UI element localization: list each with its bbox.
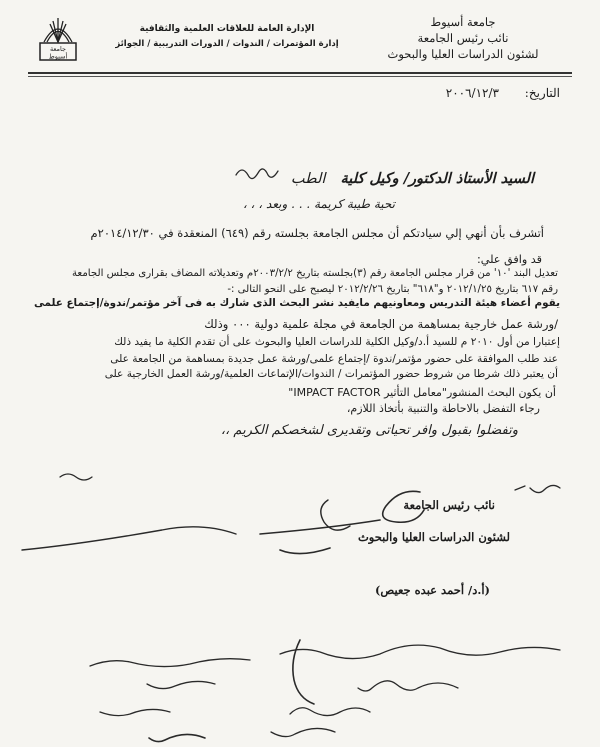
body-line-4: رقم ٦١٧ بتاريخ ٢٠١٢/١/٢٥ و"٦١٨" بتاريخ ٢٠١٢/٢/٢٦ ليصبح على النحو التالى :- [227, 284, 558, 295]
sector-name: لشئون الدراسات العليا والبحوث [387, 47, 539, 61]
body-line-2: قد وافق علي: [477, 253, 542, 266]
svg-text:جامعة: جامعة [49, 45, 67, 53]
body-line-8: عند طلب الموافقة على حضور مؤتمر/ندوة /إجتماع علمى/ورشة عمل جديدة بمساهمة من الجامعة على [110, 353, 558, 365]
signature-scribble-top [515, 485, 560, 492]
body-line-6: /ورشة عمل خارجية بمساهمة من الجامعة في مجلة علمية دولية ٠٠٠ وذلك [204, 317, 558, 331]
handwritten-note-left-4 [149, 734, 205, 741]
body-line-10: أن يكون البحث المنشور"معامل التأثير IMPACT FACTOR" [288, 386, 556, 399]
signature-main [260, 491, 424, 553]
handwritten-note-3 [290, 708, 370, 716]
date-label: التاريخ: [524, 86, 560, 100]
vice-president-title: نائب رئيس الجامعة [417, 31, 509, 45]
university-name: جامعة أسيوط [430, 15, 496, 29]
handwritten-note-left-1 [90, 659, 250, 667]
salutation-title: السيد الأستاذ الدكتور/ وكيل كلية [340, 170, 534, 187]
body-line-9: أن يعتبر ذلك شرطا من شروط حضور المؤتمرات / الندوات/الإتماعات العلمية/ورشة العمل الخارجية على [104, 368, 558, 380]
body-line-5: يقوم أعضاء هيئة التدريس ومعاونيهم مايفيد نشر البحث الذى شارك به فى آخر مؤتمر/ندوة/إجتماع علمى [34, 297, 560, 309]
salutation-recipient: الطب [290, 171, 326, 187]
signatory-title: نائب رئيس الجامعة [403, 498, 495, 512]
admin-line-1: الإدارة العامة للعلاقات العلمية والثقافية [139, 24, 315, 34]
admin-line-2: إدارة المؤتمرات / الندوات / الدورات التدريبية / الجوائز [115, 39, 339, 49]
date-value: ٢٠٠٦/١٢/٣ [445, 86, 499, 100]
body-line-7: إعتبارا من أول ٢٠١٠ م للسيد أ.د/وكيل الكلية للدراسات العليا والبحوث على أن تقدم الكلية ما يفيد ذلك [114, 336, 560, 348]
body-line-1: أتشرف بأن أنهي إلي سيادتكم أن مجلس الجامعة بجلسته رقم (٦٤٩) المنعقدة في ٢٠١٤/١٢/٣٠م [90, 226, 544, 240]
svg-text:أسيوط: أسيوط [48, 52, 68, 61]
handwritten-note-4 [271, 728, 335, 736]
handwritten-note-left-3 [100, 709, 170, 715]
greeting: تحية طيبة كريمة . . . وبعد ، ، ، [242, 197, 395, 211]
body-line-11: رجاء التفضل بالاحاطة والتنبية بأتخاذ اللازم، [346, 402, 540, 415]
signatory-name: (أ.د/ أحمد عبده جعيص) [374, 583, 490, 597]
signatory-sector: لشئون الدراسات العليا والبحوث [357, 530, 510, 544]
handwritten-note-2 [358, 681, 458, 691]
closing-line: وتفضلوا بقبول وافر تحياتى وتقديرى لشخصكم الكريم ،، [220, 423, 518, 438]
handwritten-recipient-mark [236, 169, 278, 179]
closing-flourish [60, 474, 92, 480]
handwritten-note-left-2 [147, 681, 215, 688]
signature-underline [22, 527, 236, 550]
body-line-3: تعديل البند '١٠' من قرار مجلس الجامعة رقم (٣)بجلسته بتاريخ ٢٠٠٣/٢/٢م وتعديلاته المضاف بقرارى مجلس الجامعة [71, 268, 558, 279]
handwritten-note-1 [280, 645, 560, 658]
